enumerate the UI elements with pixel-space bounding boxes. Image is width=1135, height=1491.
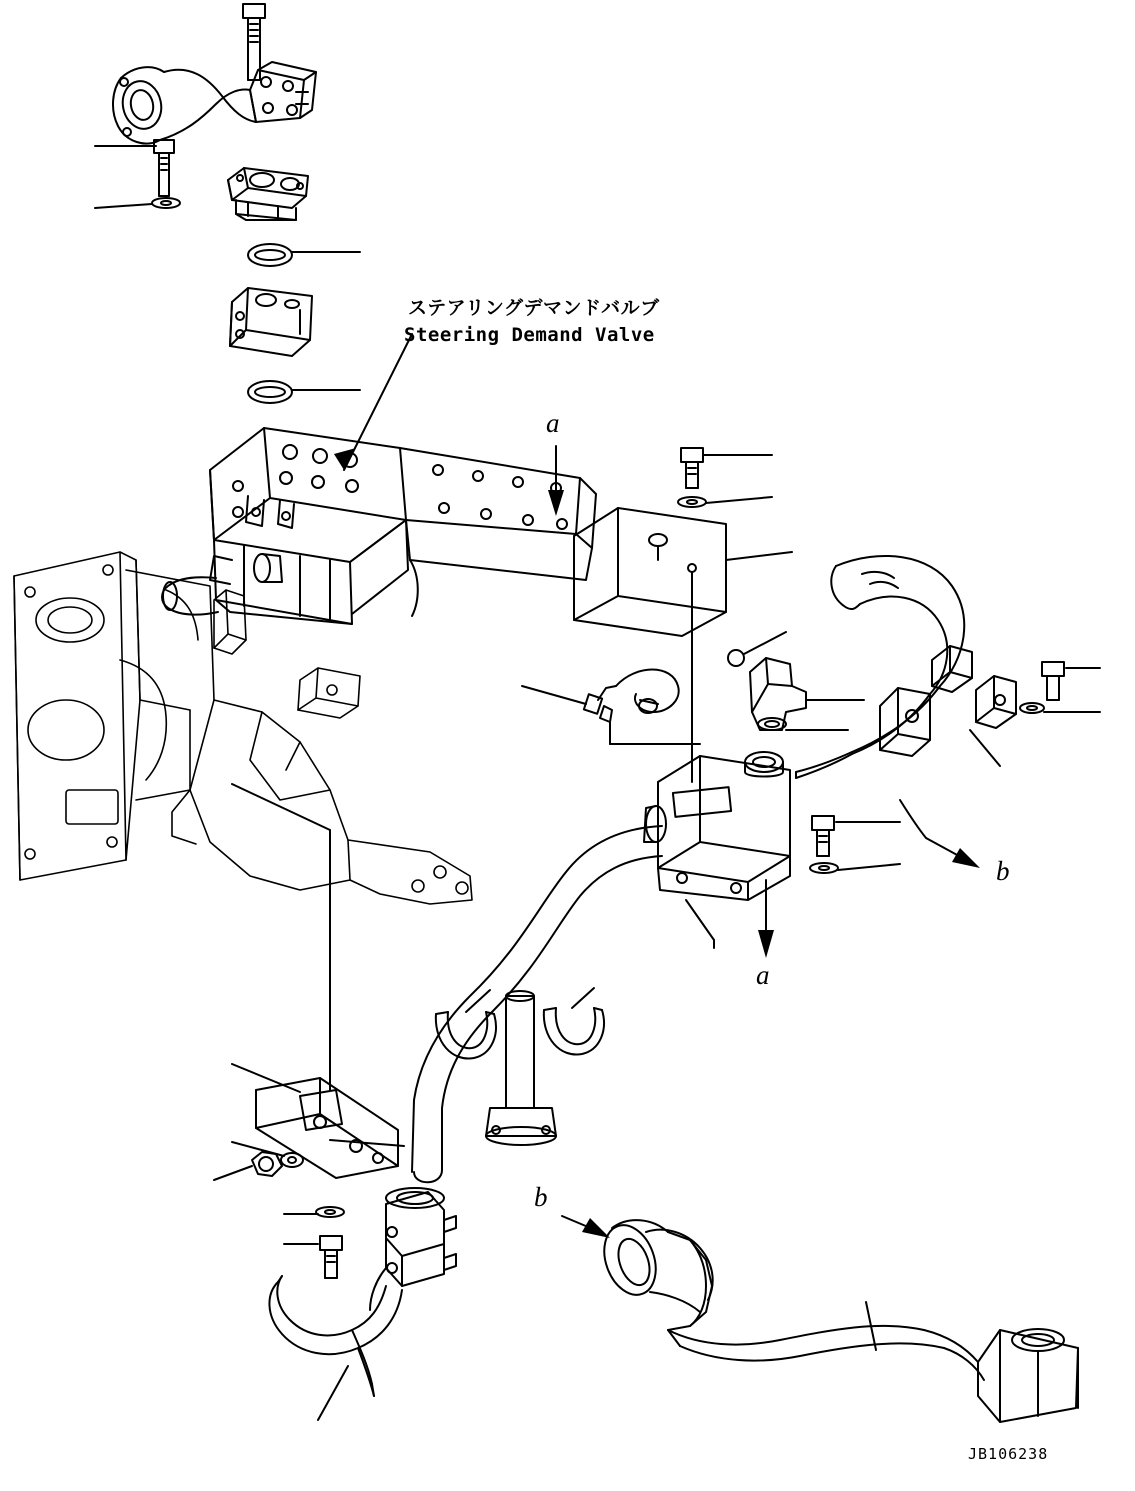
hose-bottom-right: [595, 1218, 1078, 1422]
leader-washer-nut: [232, 1142, 284, 1156]
leader-washer-box-top: [706, 497, 772, 503]
leader-sensor: [522, 686, 586, 704]
leader-washer-cover: [95, 204, 152, 208]
hose-clamp-right: [880, 646, 1016, 756]
leader-u-clamp-right: [572, 988, 594, 1008]
callout-label-a-center: a: [756, 960, 770, 990]
leader-hose-bottom-left: [318, 1366, 348, 1420]
valve-mounting-flange: [400, 448, 596, 616]
vertical-rod: [486, 991, 556, 1145]
elbow-tube-assembly: [113, 62, 316, 144]
leader-washer-center-right: [838, 864, 900, 870]
bolt-cover-small: [152, 140, 180, 208]
callout-arrow-b-bottom: [562, 1216, 610, 1238]
steering-demand-valve-label-en: Steering Demand Valve: [404, 324, 655, 346]
washer-bolt-below-bar: [316, 1207, 344, 1278]
cover-plate: [228, 168, 308, 220]
o-ring-upper: [248, 244, 292, 266]
bolt-clamp-right: [1020, 662, 1064, 713]
steering-demand-valve-body: [162, 428, 408, 624]
leader-nut: [214, 1166, 252, 1180]
leader-u-clamp-left: [466, 990, 490, 1012]
nut-bottom-left: [252, 1152, 303, 1176]
valve-block-small: [230, 288, 312, 356]
hose-bottom-left: [269, 1276, 402, 1396]
callout-arrow-b-right: [900, 800, 980, 868]
callout-label-a-top: a: [546, 408, 560, 438]
bolt-center-right: [810, 816, 838, 873]
leader-bar-up-2: [232, 784, 330, 830]
guard-box: [574, 508, 726, 636]
callout-label-b-right: b: [996, 856, 1010, 886]
u-clamp-left: [436, 1012, 496, 1059]
leader-center-valve: [686, 900, 714, 940]
mounting-bar: [256, 1078, 398, 1178]
leader-guard-box: [726, 552, 792, 560]
leader-plug: [744, 632, 786, 654]
lower-coupling: [370, 1188, 456, 1310]
o-ring-lower: [248, 381, 292, 403]
center-valve-bracket: [644, 756, 790, 900]
callout-label-b-bottom: b: [534, 1182, 548, 1212]
drawing-number: JB106238: [968, 1445, 1049, 1463]
callout-arrow-a-top: [548, 446, 564, 516]
elbow-fitting: [728, 650, 806, 730]
pressure-sensor-cable: [584, 670, 679, 723]
callout-arrow-a-center: [758, 880, 774, 958]
leader-clamp-right: [970, 730, 1000, 766]
bolt-box-top: [678, 448, 706, 507]
steering-demand-valve-label-jp: ステアリングデマンドバルブ: [408, 297, 660, 319]
u-clamp-right: [544, 1008, 604, 1055]
